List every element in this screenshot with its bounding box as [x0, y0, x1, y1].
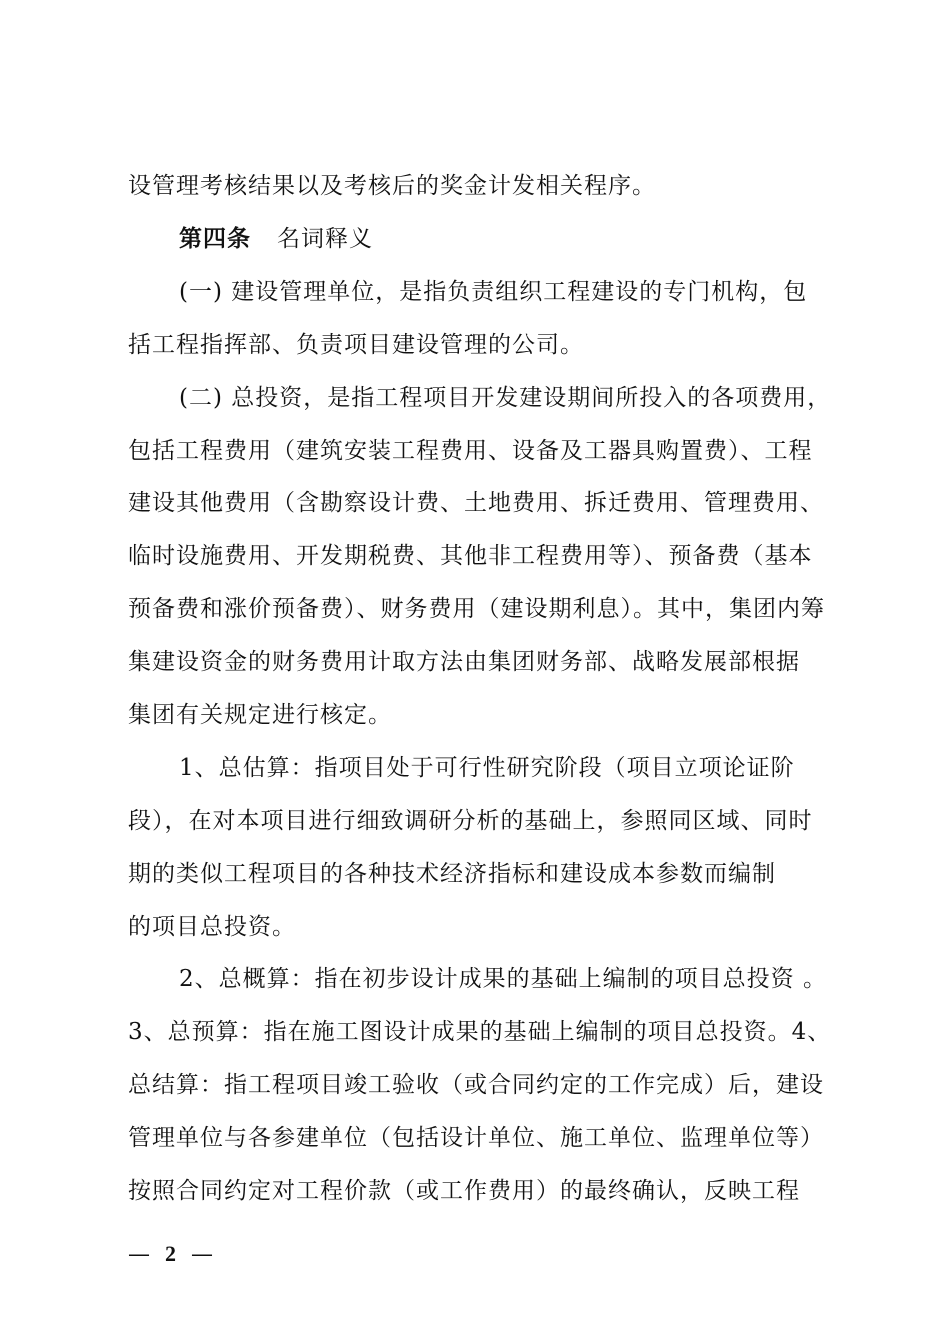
text-line-19: 管理单位与各参建单位（包括设计单位、施工单位、监理单位等） — [128, 1125, 824, 1151]
text-line-17: 3、总预算：指在施工图设计成果的基础上编制的项目总投资。4、 — [128, 1019, 832, 1045]
text-line-4: 括工程指挥部、负责项目建设管理的公司。 — [128, 332, 584, 358]
text-line-8: 临时设施费用、开发期税费、其他非工程费用等）、预备费（基本 — [128, 543, 813, 569]
text-line-3: (一) 建设管理单位，是指负责组织工程建设的专门机构，包 — [179, 279, 808, 305]
text-line-11: 集团有关规定进行核定。 — [128, 702, 392, 728]
text-line-20: 按照合同约定对工程价款（或工作费用）的最终确认，反映工程 — [128, 1178, 800, 1204]
text-line-12: 1、总估算：指项目处于可行性研究阶段（项目立项论证阶 — [179, 755, 795, 781]
text-line-18: 总结算：指工程项目竣工验收（或合同约定的工作完成）后，建设 — [128, 1072, 824, 1098]
footer-left-dash: — — [128, 1242, 154, 1267]
article-heading — [179, 224, 373, 254]
text-line-6: 包括工程费用（建筑安装工程费用、设备及工器具购置费）、工程 — [128, 438, 813, 464]
text-line-10: 集建设资金的财务费用计取方法由集团财务部、战略发展部根据 — [128, 649, 800, 675]
footer-right-dash: — — [191, 1242, 217, 1267]
article-number: 第四条 — [179, 225, 251, 252]
text-line-15: 的项目总投资。 — [128, 914, 296, 940]
text-line-13: 段），在对本项目进行细致调研分析的基础上，参照同区域、同时 — [128, 808, 813, 834]
text-line-5: (二) 总投资，是指工程项目开发建设期间所投入的各项费用， — [179, 385, 832, 411]
text-line-14: 期的类似工程项目的各种技术经济指标和建设成本参数而编制 — [128, 861, 776, 887]
page-number: 2 — [165, 1241, 180, 1266]
text-line-16: 2、总概算：指在初步设计成果的基础上编制的项目总投资 。 — [179, 966, 827, 992]
text-line-7: 建设其他费用（含勘察设计费、土地费用、拆迁费用、管理费用、 — [128, 490, 824, 516]
article-title: 名词释义 — [277, 226, 373, 252]
page-footer — [128, 1239, 217, 1270]
text-line-1: 设管理考核结果以及考核后的奖金计发相关程序。 — [128, 173, 656, 199]
text-line-9: 预备费和涨价预备费）、财务费用（建设期利息）。其中，集团内筹 — [128, 596, 825, 622]
